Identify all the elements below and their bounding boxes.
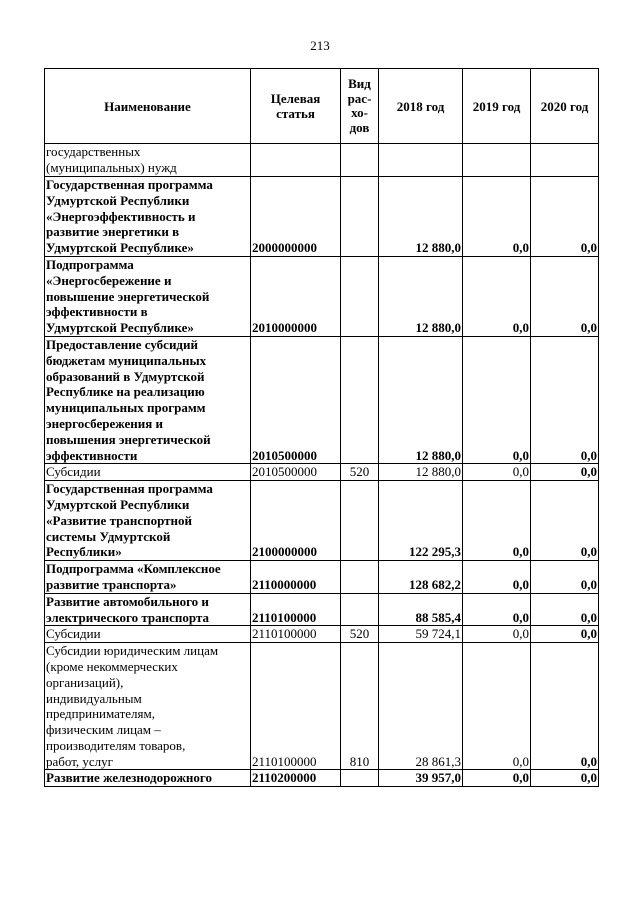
cell-target-article: 2110100000 [251, 593, 341, 626]
cell-2019: 0,0 [463, 626, 531, 643]
cell-2020: 0,0 [531, 481, 599, 561]
header-2020: 2020 год [531, 69, 599, 144]
cell-2019: 0,0 [463, 481, 531, 561]
cell-expense-type [341, 481, 379, 561]
page-number: 213 [310, 38, 330, 53]
cell-name: Субсидии [45, 626, 251, 643]
table-row [45, 770, 599, 787]
cell-2019: 0,0 [463, 561, 531, 594]
cell-target-article [251, 144, 341, 177]
cell-2019: 0,0 [463, 177, 531, 257]
cell-2018: 12 880,0 [379, 177, 463, 257]
cell-name: Субсидии юридическим лицам (кроме некоммерческих организаций), индивидуальным предпринимателям, физическим лицам – производителям товаров, работ, услуг [45, 643, 251, 770]
cell-expense-type [341, 770, 379, 787]
cell-target-article: 2010500000 [251, 336, 341, 463]
cell-2018: 88 585,4 [379, 593, 463, 626]
cell-expense-type: 810 [341, 643, 379, 770]
cell-name: Государственная программа Удмуртской Республики «Энергоэффективность и развитие энергетики в Удмуртской Республике» [45, 177, 251, 257]
table-row [45, 593, 599, 626]
cell-2018: 28 861,3 [379, 643, 463, 770]
cell-target-article: 2010000000 [251, 256, 341, 336]
table-row [45, 177, 599, 257]
table-row [45, 144, 599, 177]
cell-2019: 0,0 [463, 770, 531, 787]
cell-target-article: 2110000000 [251, 561, 341, 594]
cell-target-article: 2110100000 [251, 643, 341, 770]
cell-2020: 0,0 [531, 561, 599, 594]
cell-expense-type: 520 [341, 464, 379, 481]
cell-2020: 0,0 [531, 177, 599, 257]
table-row [45, 481, 599, 561]
cell-name: Предоставление субсидий бюджетам муниципальных образований в Удмуртской Республике на реализацию муниципальных программ энергосбережения и повышения энергетической эффективности [45, 336, 251, 463]
cell-2018: 122 295,3 [379, 481, 463, 561]
cell-name: Развитие автомобильного и электрического транспорта [45, 593, 251, 626]
cell-2018: 12 880,0 [379, 336, 463, 463]
table-row [45, 336, 599, 463]
table-row [45, 561, 599, 594]
cell-expense-type [341, 593, 379, 626]
cell-expense-type [341, 336, 379, 463]
cell-expense-type [341, 177, 379, 257]
table-row [45, 643, 599, 770]
cell-2019: 0,0 [463, 593, 531, 626]
table-row [45, 256, 599, 336]
cell-2019: 0,0 [463, 336, 531, 463]
cell-2020: 0,0 [531, 626, 599, 643]
cell-2018: 128 682,2 [379, 561, 463, 594]
cell-2020 [531, 144, 599, 177]
cell-name: Подпрограмма «Комплексное развитие транспорта» [45, 561, 251, 594]
cell-target-article: 2110100000 [251, 626, 341, 643]
cell-name: Государственная программа Удмуртской Республики «Развитие транспортной системы Удмуртской Республики» [45, 481, 251, 561]
cell-name: Субсидии [45, 464, 251, 481]
cell-name: Подпрограмма «Энергосбережение и повышение энергетической эффективности в Удмуртской Республике» [45, 256, 251, 336]
cell-expense-type [341, 561, 379, 594]
cell-2018: 59 724,1 [379, 626, 463, 643]
cell-2020: 0,0 [531, 593, 599, 626]
header-2019: 2019 год [463, 69, 531, 144]
table-row [45, 464, 599, 481]
budget-table [44, 68, 599, 787]
header-target-article: Целевая статья [251, 69, 341, 144]
cell-2019: 0,0 [463, 643, 531, 770]
cell-2019: 0,0 [463, 256, 531, 336]
header-2018: 2018 год [379, 69, 463, 144]
cell-2020: 0,0 [531, 336, 599, 463]
header-name: Наименование [45, 69, 251, 144]
cell-2019: 0,0 [463, 464, 531, 481]
cell-2018: 39 957,0 [379, 770, 463, 787]
cell-2018: 12 880,0 [379, 256, 463, 336]
cell-target-article: 2000000000 [251, 177, 341, 257]
cell-target-article: 2110200000 [251, 770, 341, 787]
table-row [45, 626, 599, 643]
cell-2018: 12 880,0 [379, 464, 463, 481]
cell-2020: 0,0 [531, 256, 599, 336]
table-header-row [45, 69, 599, 144]
cell-target-article: 2010500000 [251, 464, 341, 481]
cell-2019 [463, 144, 531, 177]
cell-2020: 0,0 [531, 643, 599, 770]
cell-name: Развитие железнодорожного [45, 770, 251, 787]
cell-2020: 0,0 [531, 770, 599, 787]
cell-name: государственных (муниципальных) нужд [45, 144, 251, 177]
cell-expense-type [341, 256, 379, 336]
cell-2018 [379, 144, 463, 177]
header-expense-type: Вид рас- хо- дов [341, 69, 379, 144]
cell-expense-type [341, 144, 379, 177]
table-body [45, 144, 599, 787]
cell-expense-type: 520 [341, 626, 379, 643]
cell-2020: 0,0 [531, 464, 599, 481]
cell-target-article: 2100000000 [251, 481, 341, 561]
